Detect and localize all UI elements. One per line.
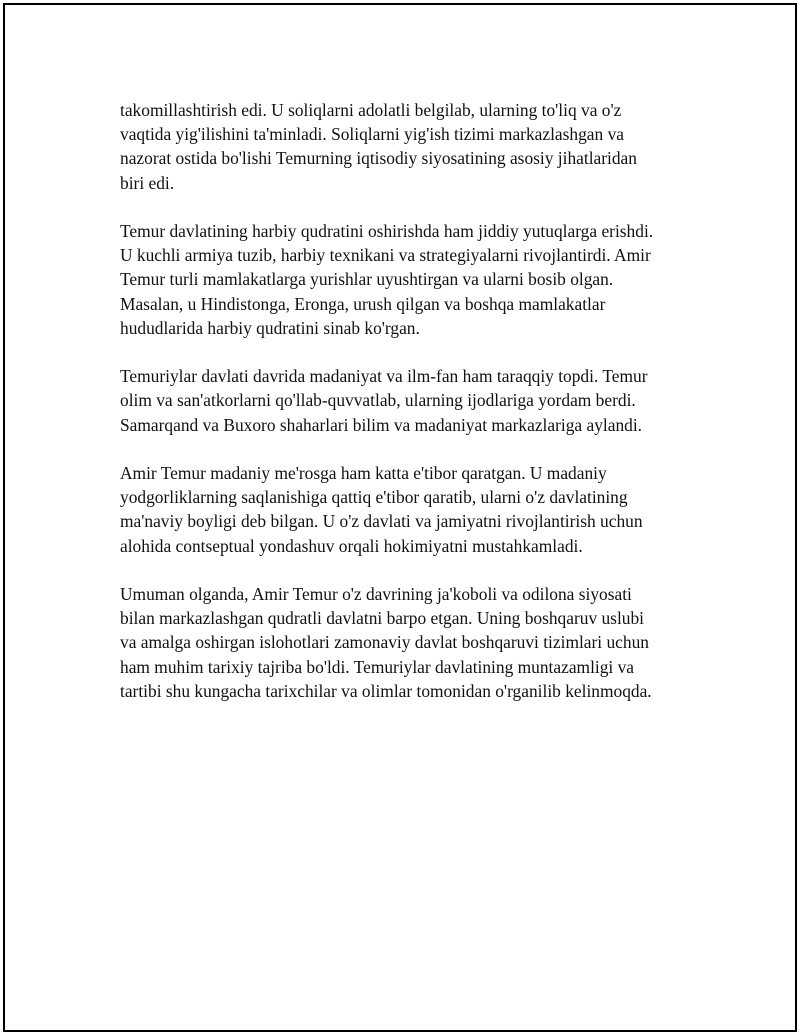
document-page	[3, 3, 797, 1032]
paragraph-4: Amir Temur madaniy me'rosga ham katta e'tibor qaratgan. U madaniy yodgorliklarning saqlanishiga qattiq e'tibor qaratib, ularni o'z davlatining ma'naviy boyligi deb bilgan. U o'z davlati va jamiyatni rivojlantirish uchun alohida contseptual yondashuv orqali hokimiyatni mustahkamladi.	[120, 463, 643, 556]
paragraph-5: Umuman olganda, Amir Temur o'z davrining ja'koboli va odilona siyosati bilan markazlashgan qudratli davlatni barpo etgan. Uning boshqaruv uslubi va amalga oshirgan islohotlari zamonaviy davlat boshqaruvi tizimlari uchun ham muhim tarixiy tajriba bo'ldi. Temuriylar davlatining muntazamligi va tartibi shu kungacha tarixchilar va olimlar tomonidan o'rganilib kelinmoqda.	[120, 584, 652, 701]
paragraph-2: Temur davlatining harbiy qudratini oshirishda ham jiddiy yutuqlarga erishdi. U kuchli armiya tuzib, harbiy texnikani va strategiyalarni rivojlantirdi. Amir Temur turli mamlakatlarga yurishlar uyushtirgan va ularni bosib olgan. Masalan, u Hindistonga, Eronga, urush qilgan va boshqa mamlakatlar hududlarida harbiy qudratini sinab ko'rgan.	[120, 221, 654, 338]
document-body	[120, 98, 700, 727]
paragraph-3: Temuriylar davlati davrida madaniyat va ilm-fan ham taraqqiy topdi. Temur olim va san'atkorlarni qo'llab-quvvatlab, ularning ijodlariga yordam berdi. Samarqand va Buxoro shaharlari bilim va madaniyat markazlariga aylandi.	[120, 366, 648, 435]
paragraph-1: takomillashtirish edi. U soliqlarni adolatli belgilab, ularning to'liq va o'z vaqtida yig'ilishini ta'minladi. Soliqlarni yig'ish tizimi markazlashgan va nazorat ostida bo'lishi Temurning iqtisodiy siyosatining asosiy jihatlaridan biri edi.	[120, 100, 637, 193]
